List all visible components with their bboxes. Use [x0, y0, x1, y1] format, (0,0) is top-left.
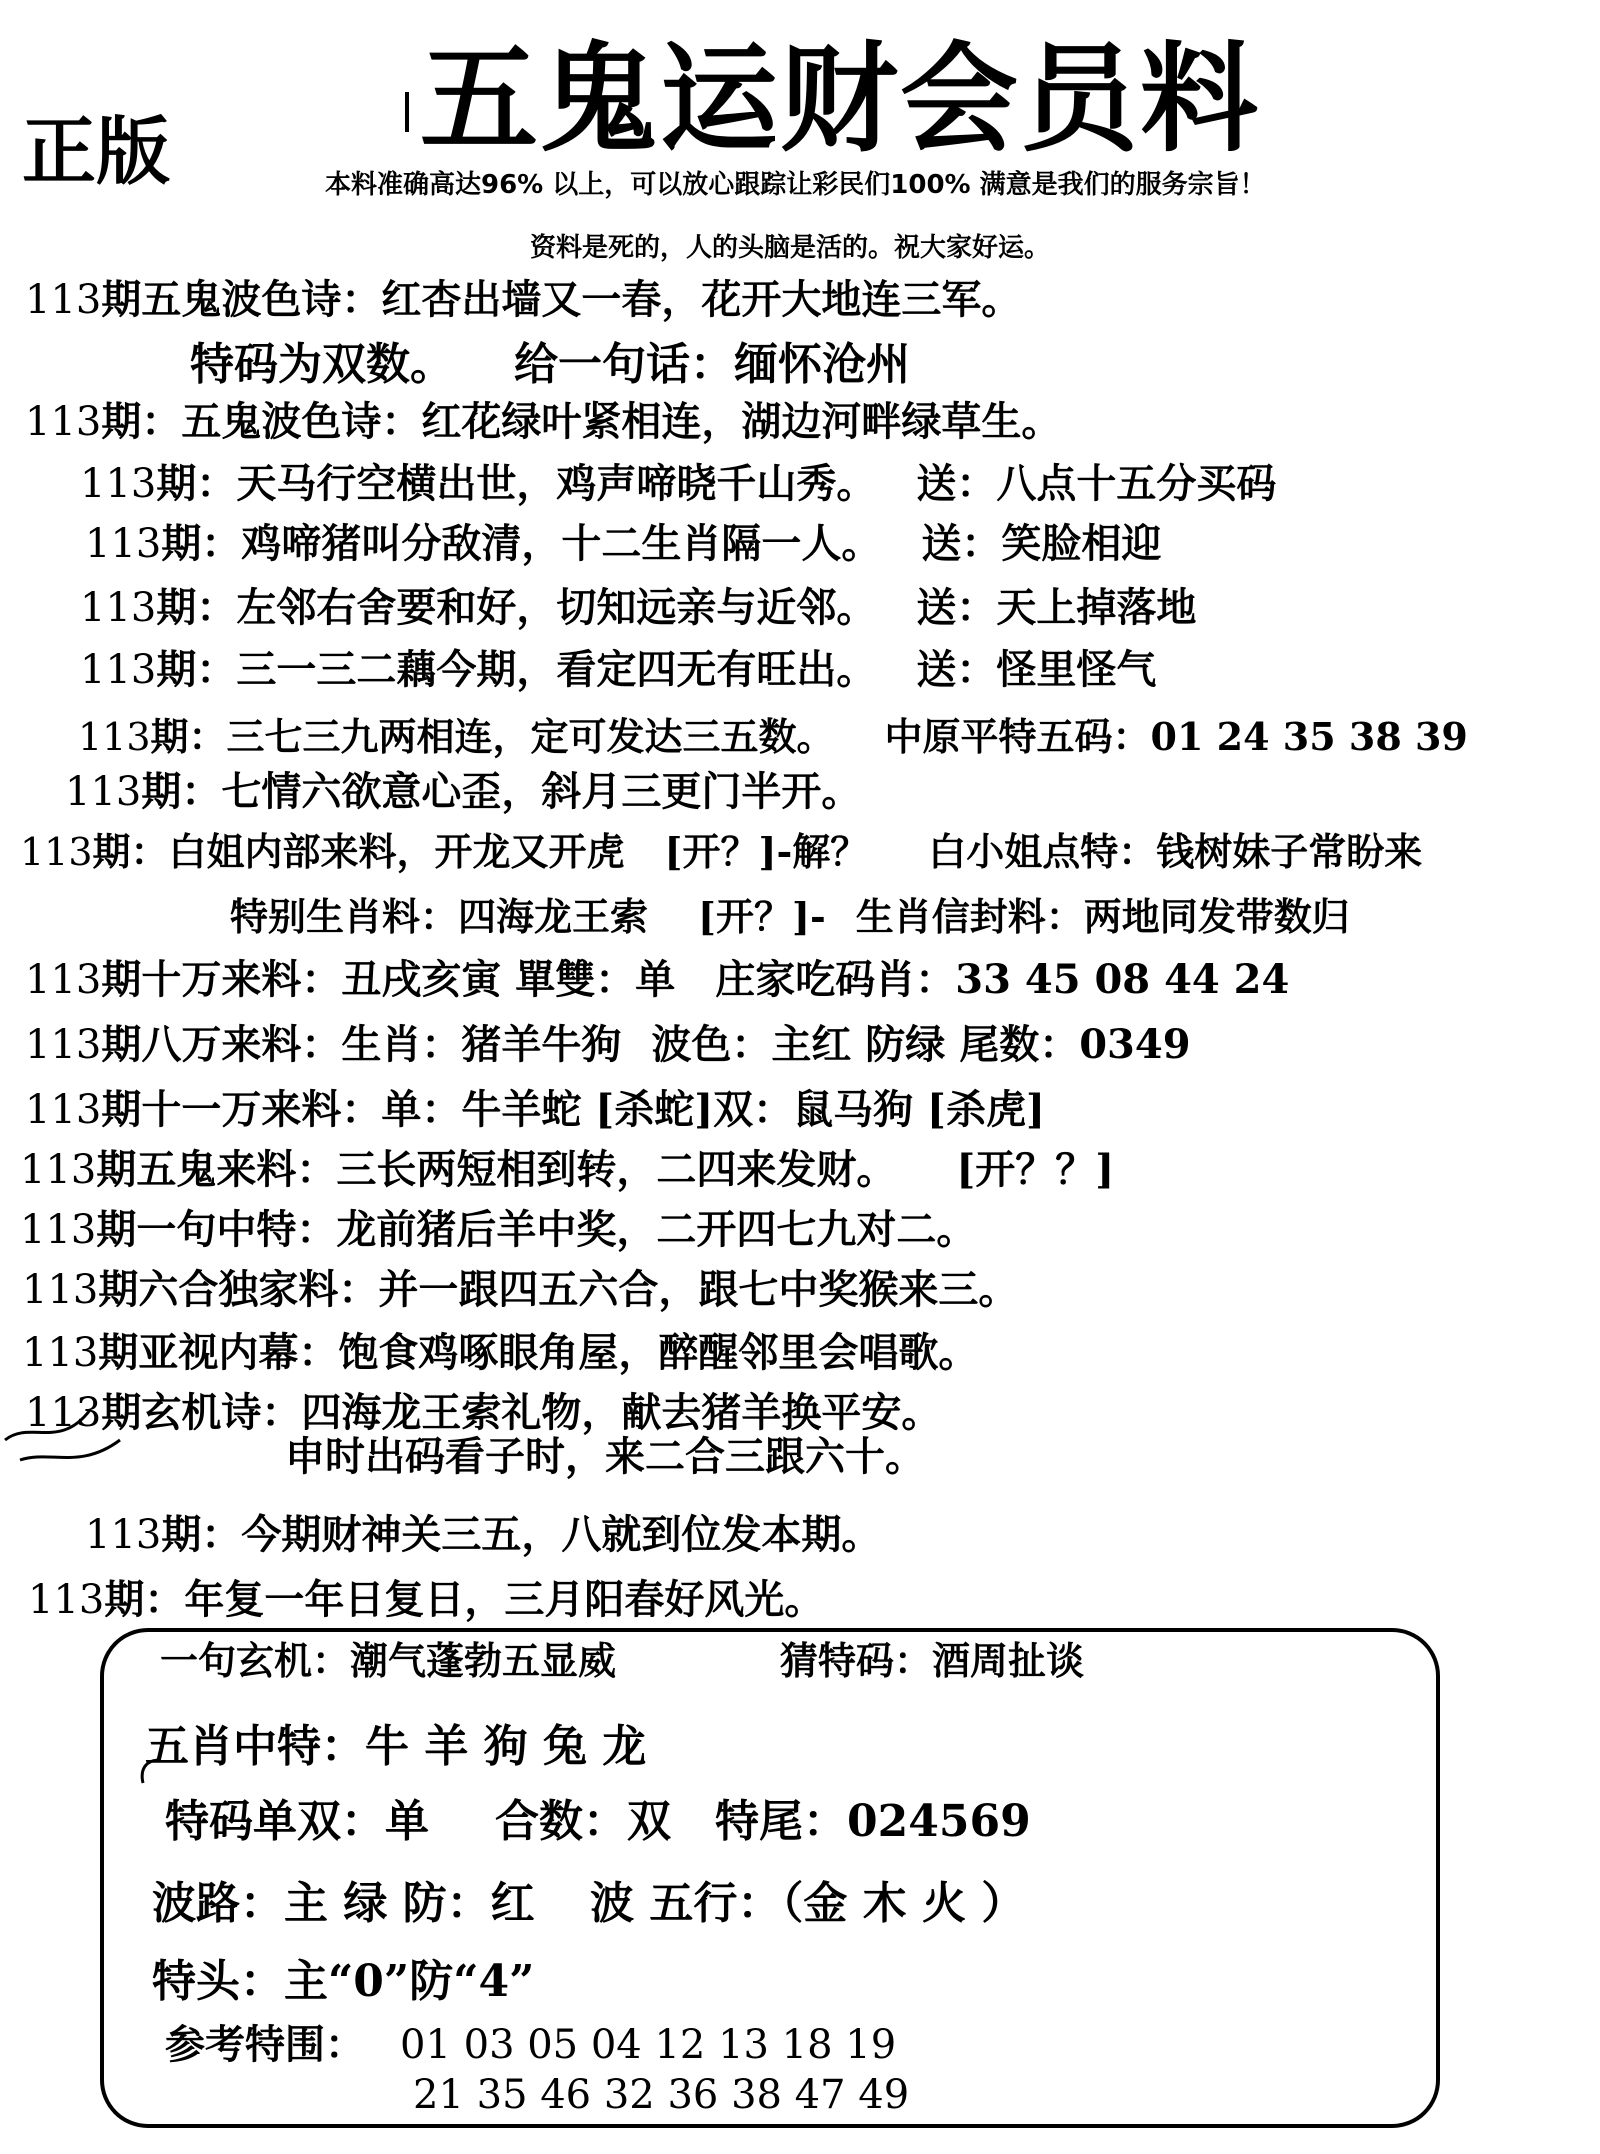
line-text: 期：三一三二藕今期，看定四无有旺出。 — [156, 646, 877, 693]
wuxing-line: 波 五行：（金 木 火 ） — [590, 1878, 1026, 1929]
line-16 — [22, 1266, 1019, 1313]
line-10 — [230, 894, 1350, 939]
line-3 — [80, 460, 1277, 507]
line-12 — [25, 1021, 1191, 1068]
issue-number: 113 — [80, 647, 157, 693]
line-extra: [开？]- — [698, 894, 826, 939]
line-extra: 中原平特五码：01 24 35 38 39 — [884, 714, 1468, 759]
line-17 — [22, 1329, 979, 1376]
guess-line: 猜特码：酒周扯谈 — [780, 1638, 1085, 1683]
danshuang-line: 特码单双：单 — [165, 1796, 429, 1847]
line-extra: 送：怪里怪气 — [916, 646, 1157, 693]
issue-number: 113 — [65, 769, 142, 815]
line-extra2: 生肖信封料：两地同发带数归 — [855, 894, 1350, 939]
xuanji-line: 一句玄机：潮气蓬勃五显威 — [160, 1638, 617, 1683]
line-text: 期：鸡啼猪叫分敌清，十二生肖隔一人。 — [161, 520, 882, 567]
line-2 — [25, 398, 1062, 445]
issue-number: 113 — [78, 715, 151, 759]
heshu-line: 合数：双 — [495, 1796, 671, 1847]
issue-number: 113 — [22, 1267, 99, 1313]
line-extra: 给一句话：缅怀沧州 — [514, 339, 910, 390]
line-text: 期亚视内幕：饱食鸡啄眼角屋，醉醒邻里会唱歌。 — [98, 1329, 979, 1376]
page-title: 五鬼运财会员料 — [420, 29, 1261, 168]
line-15 — [20, 1206, 977, 1253]
line-text: 期十一万来料：单：牛羊蛇 [杀蛇]双：鼠马狗 [杀虎] — [101, 1086, 1045, 1133]
line-7 — [78, 714, 1468, 759]
issue-number: 113 — [25, 1390, 102, 1436]
line-5 — [80, 584, 1197, 631]
line-extra: 送：八点十五分买码 — [916, 460, 1277, 507]
line-extra: 庄家吃码肖：33 45 08 44 24 — [715, 956, 1290, 1003]
line-text: 期：左邻右舍要和好，切知远亲与近邻。 — [156, 584, 877, 631]
issue-number: 113 — [25, 1022, 102, 1068]
line-text: 期十万来料：丑戌亥寅 單雙：单 — [101, 956, 676, 1003]
line-text: 期一句中特：龙前猪后羊中奖，二开四七九对二。 — [96, 1206, 977, 1253]
line-text: 期：天马行空横出世，鸡声啼晓千山秀。 — [156, 460, 877, 507]
line-4 — [85, 520, 1162, 567]
line-extra2: 白小姐点特：钱树妹子常盼来 — [928, 829, 1423, 874]
accuracy-note: 本料准确高达96% 以上，可以放心跟踪让彩民们100% 满意是我们的服务宗旨！ — [325, 170, 1266, 200]
line-text: 期：今期财神关三五，八就到位发本期。 — [161, 1511, 882, 1558]
line-text: 期：年复一年日复日，三月阳春好风光。 — [104, 1576, 825, 1623]
line-extra: [开？]-解？ — [664, 829, 869, 874]
line-text: 期五鬼波色诗：红杏出墙又一春，花开大地连三军。 — [101, 276, 1022, 323]
issue-number: 113 — [20, 1207, 97, 1253]
line-21 — [28, 1576, 825, 1623]
line-extra: [开？？] — [956, 1146, 1115, 1193]
issue-number: 113 — [20, 830, 93, 874]
issue-number: 113 — [28, 1577, 105, 1623]
edition-badge: 正版 — [22, 109, 170, 195]
line-extra: 送：笑脸相迎 — [921, 520, 1162, 567]
line-20 — [85, 1511, 882, 1558]
line-text: 期五鬼来料：三长两短相到转，二四来发财。 — [96, 1146, 897, 1193]
line-text: 期：白姐内部来料，开龙又开虎 — [92, 829, 625, 874]
line-text: 特别生肖料：四海龙王索 — [230, 894, 649, 939]
line-6 — [80, 646, 1157, 693]
line-13 — [25, 1086, 1045, 1133]
line-text: 期：七情六欲意心歪，斜月三更门半开。 — [141, 768, 862, 815]
line-19 — [285, 1433, 925, 1480]
line-text: 特码为双数。 — [190, 339, 454, 390]
line-extra: 波色：主红 防绿 尾数：0349 — [651, 1021, 1191, 1068]
line-8 — [65, 768, 862, 815]
wuxiao-line: 五肖中特：牛 羊 狗 兔 龙 — [145, 1721, 647, 1772]
issue-number: 113 — [20, 1147, 97, 1193]
line-14 — [20, 1146, 1115, 1193]
scribble-mark — [0, 1380, 140, 1480]
issue-number: 113 — [80, 461, 157, 507]
tetou-line: 特头：主“0”防“4” — [152, 1956, 535, 2007]
reference-label: 参考特围： — [165, 2021, 365, 2068]
issue-number: 113 — [25, 277, 102, 323]
tewei-line: 特尾：024569 — [715, 1796, 1031, 1847]
title-bar-mark — [405, 92, 409, 132]
line-text: 申时出码看子时，来二合三跟六十。 — [285, 1433, 925, 1480]
issue-number: 113 — [80, 585, 157, 631]
issue-number: 113 — [25, 399, 102, 445]
issue-number: 113 — [25, 957, 102, 1003]
line-11 — [25, 956, 1290, 1003]
issue-number: 113 — [22, 1330, 99, 1376]
line-text: 期：三七三九两相连，定可发达三五数。 — [150, 714, 835, 759]
line-0 — [25, 276, 1022, 323]
reference-row-2: 21 35 46 32 36 38 47 49 — [413, 2072, 910, 2118]
reference-row-1: 01 03 05 04 12 13 18 19 — [400, 2022, 897, 2068]
line-extra: 送：天上掉落地 — [916, 584, 1197, 631]
issue-number: 113 — [85, 1512, 162, 1558]
line-9 — [20, 829, 1423, 874]
issue-number: 113 — [25, 1087, 102, 1133]
line-text: 期玄机诗：四海龙王索礼物，献去猪羊换平安。 — [101, 1389, 942, 1436]
bolu-line: 波路：主 绿 防：红 — [152, 1878, 535, 1929]
issue-number: 113 — [85, 521, 162, 567]
line-1 — [190, 339, 910, 390]
line-text: 期八万来料：生肖：猪羊牛狗 — [101, 1021, 622, 1068]
line-text: 期：五鬼波色诗：红花绿叶紧相连，湖边河畔绿草生。 — [101, 398, 1062, 445]
line-text: 期六合独家料：并一跟四五六合，跟七中奖猴来三。 — [98, 1266, 1019, 1313]
line-18 — [25, 1389, 942, 1436]
luck-note: 资料是死的，人的头脑是活的。祝大家好运。 — [530, 233, 1051, 263]
